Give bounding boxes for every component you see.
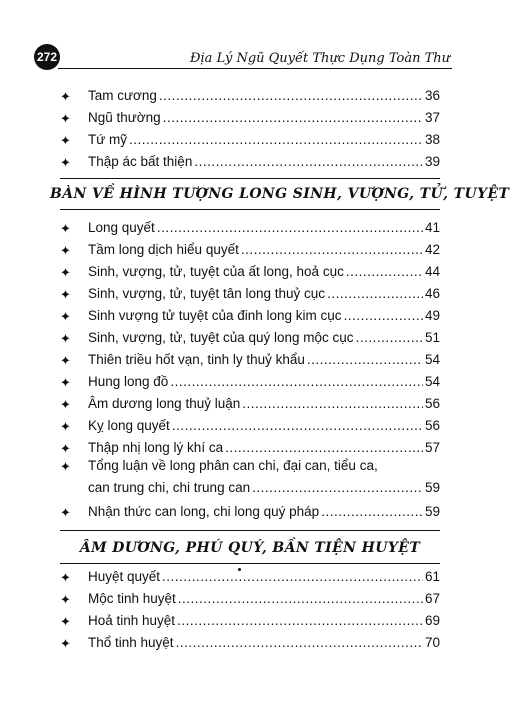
toc-entry[interactable] (60, 395, 440, 417)
section-1-rule-bottom (60, 209, 440, 210)
toc-entry-page: 56 (424, 418, 440, 433)
toc-entry-page: 42 (424, 242, 440, 257)
star-bullet-icon: ✦ (60, 89, 71, 104)
section-1-rule (60, 178, 440, 179)
toc-entry-title: Thập nhị long lý khí ca (88, 440, 224, 455)
star-bullet-icon: ✦ (60, 133, 71, 148)
toc-entry-title: Sinh, vượng, tử, tuyệt tân long thuỷ cục (88, 286, 326, 301)
dot-leader (242, 395, 423, 413)
toc-entry-page: 41 (424, 220, 440, 235)
star-bullet-icon: ✦ (60, 111, 71, 126)
toc-entry-page: 61 (424, 569, 440, 584)
star-bullet-icon: ✦ (60, 636, 71, 651)
toc-entry[interactable] (60, 373, 440, 395)
dot-leader (225, 439, 423, 457)
star-bullet-icon: ✦ (60, 505, 71, 520)
toc-entry-page: 57 (424, 440, 440, 455)
toc-entry-multiline[interactable] (60, 457, 440, 501)
toc-entry-title: Hoả tinh huyệt (88, 613, 176, 628)
toc-entry-page: 59 (424, 504, 440, 519)
star-bullet-icon: ✦ (60, 309, 71, 324)
toc-entry-page: 56 (424, 396, 440, 411)
dot-leader (170, 373, 423, 391)
section-2-rule-bottom (60, 563, 440, 564)
header-rule (58, 68, 452, 69)
section-2-rule (60, 530, 440, 531)
toc-entry-title: Nhận thức can long, chi long quý pháp (88, 504, 320, 519)
star-bullet-icon: ✦ (60, 331, 71, 346)
dot-leader (194, 153, 423, 171)
toc-entry[interactable] (60, 241, 440, 263)
toc-entry-title: Sinh, vượng, tử, tuyệt của quý long mộc cục (88, 330, 354, 345)
star-bullet-icon: ✦ (60, 441, 71, 456)
star-bullet-icon: ✦ (60, 419, 71, 434)
star-bullet-icon: ✦ (60, 459, 71, 474)
toc-entry-page: 36 (424, 88, 440, 103)
toc-entry-page: 59 (424, 480, 440, 495)
page-header (34, 44, 452, 72)
dot-leader (159, 87, 423, 105)
section-1-heading: BÀN VỀ HÌNH TƯỢNG LONG SINH, VƯỢNG, TỬ, TUYỆT (50, 186, 510, 202)
star-bullet-icon: ✦ (60, 375, 71, 390)
star-bullet-icon: ✦ (60, 592, 71, 607)
dot-leader (344, 307, 423, 325)
star-bullet-icon: ✦ (60, 570, 71, 585)
star-bullet-icon: ✦ (60, 243, 71, 258)
toc-entry-title: Âm dương long thuỷ luận (88, 396, 241, 411)
toc-entry-title: Ngũ thường (88, 110, 161, 125)
toc-entry-page: 39 (424, 154, 440, 169)
dot-leader (307, 351, 423, 369)
toc-entry-page: 67 (424, 591, 440, 606)
toc-entry-title: Long quyết (88, 220, 155, 235)
dot-leader (177, 612, 423, 630)
toc-entry-page: 44 (424, 264, 440, 279)
toc-entry-title: Hung long đồ (88, 374, 169, 389)
toc-entry[interactable] (60, 153, 440, 175)
toc-entry[interactable] (60, 285, 440, 307)
section-2-heading: ÂM DƯƠNG, PHÚ QUÝ, BẦN TIỆN HUYỆT (79, 540, 421, 556)
toc-entry-page: 38 (424, 132, 440, 147)
toc-entry-title: Kỵ long quyết (88, 418, 170, 433)
toc-entry[interactable] (60, 590, 440, 612)
dot-leader (178, 590, 423, 608)
toc-entry-title: Tam cương (88, 88, 157, 103)
toc-entry-title: Thập ác bất thiện (88, 154, 193, 169)
star-bullet-icon: ✦ (60, 614, 71, 629)
dot-leader (129, 131, 423, 149)
toc-entry-title-line1: Tổng luận về long phân can chi, đại can, tiểu ca, (88, 458, 378, 473)
toc-entry[interactable] (60, 568, 440, 590)
toc-entry-title: Sinh, vượng, tử, tuyệt của ất long, hoả cục (88, 264, 344, 279)
dot-leader (241, 241, 423, 259)
toc-entry[interactable] (60, 131, 440, 153)
star-bullet-icon: ✦ (60, 287, 71, 302)
toc-entry[interactable] (60, 503, 440, 525)
page-number-badge: 272 (34, 44, 60, 70)
dot-leader (162, 568, 423, 586)
toc-entry[interactable] (60, 219, 440, 241)
toc-entry[interactable] (60, 634, 440, 656)
toc-entry-page: 54 (424, 374, 440, 389)
dot-leader (176, 634, 423, 652)
toc-entry-title: Huyệt quyết (88, 569, 161, 584)
toc-entry-title: Sinh vượng tử tuyệt của đinh long kim cục (88, 308, 342, 323)
toc-entry-page: 37 (424, 110, 440, 125)
star-bullet-icon: ✦ (60, 221, 71, 236)
dot-leader (327, 285, 423, 303)
toc-entry-page: 69 (424, 613, 440, 628)
toc-entry[interactable] (60, 109, 440, 131)
dot-leader (252, 479, 423, 497)
toc-entry[interactable] (60, 351, 440, 373)
toc-entry-title: Mộc tinh huyệt (88, 591, 176, 606)
toc-entry-page: 49 (424, 308, 440, 323)
toc-entry[interactable] (60, 417, 440, 439)
dot-leader (346, 263, 423, 281)
toc-entry-title: Thổ tinh huyệt (88, 635, 174, 650)
toc-entry[interactable] (60, 612, 440, 634)
toc-entry-page: 46 (424, 286, 440, 301)
star-bullet-icon: ✦ (60, 397, 71, 412)
star-bullet-icon: ✦ (60, 155, 71, 170)
toc-entry-title: Thiên triều hốt vạn, tinh ly thuỷ khẩu (88, 352, 305, 367)
dot-leader (163, 109, 423, 127)
dot-leader (157, 219, 423, 237)
toc-entry[interactable] (60, 87, 440, 109)
toc-entry[interactable] (60, 307, 440, 329)
dot-leader (172, 417, 423, 435)
running-title: Địa Lý Ngũ Quyết Thực Dụng Toàn Thư (190, 51, 450, 66)
toc-entry[interactable] (60, 263, 440, 285)
toc-entry-title: Tứ mỹ (88, 132, 128, 147)
star-bullet-icon: ✦ (60, 353, 71, 368)
star-bullet-icon: ✦ (60, 265, 71, 280)
dot-leader (356, 329, 423, 347)
toc-entry-page: 51 (424, 330, 440, 345)
toc-entry-page: 70 (424, 635, 440, 650)
dot-leader (321, 503, 423, 521)
toc-entry-title-line2: can trung chi, chi trung can (88, 480, 251, 495)
toc-entry[interactable] (60, 329, 440, 351)
toc-entry-page: 54 (424, 352, 440, 367)
toc-entry-title: Tầm long dịch hiểu quyết (88, 242, 239, 257)
